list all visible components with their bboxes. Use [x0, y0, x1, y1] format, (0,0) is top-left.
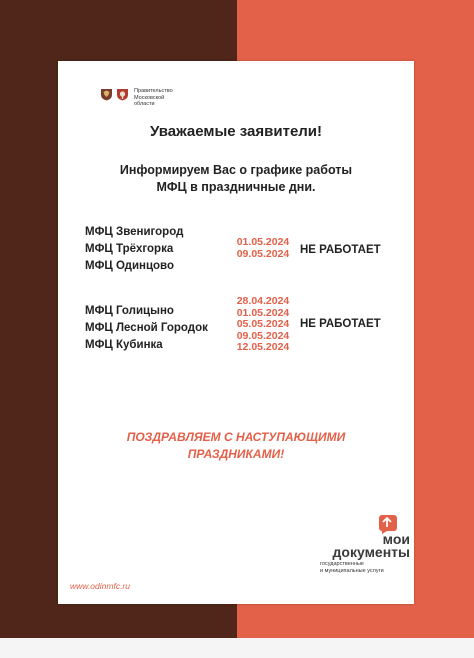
org-line: Московской [134, 94, 165, 101]
office-name: МФЦ Одинцово [85, 260, 175, 272]
group-1-status: НЕ РАБОТАЕТ [300, 244, 381, 256]
group-1-names [85, 224, 183, 275]
closed-date: 01.05.2024 [236, 236, 290, 248]
congrats-line: ПОЗДРАВЛЯЕМ С НАСТУПАЮЩИМИ [126, 430, 346, 444]
logo-subtitle [320, 561, 410, 574]
closed-date: 09.05.2024 [236, 247, 290, 260]
closed-date: 05.05.2024 [236, 318, 290, 330]
closed-date: 12.05.2024 [236, 341, 290, 353]
group-1-dates [230, 237, 296, 260]
bottom-margin [0, 638, 474, 658]
government-name [134, 88, 194, 108]
info-text [58, 162, 414, 196]
org-line: Правительство [134, 88, 173, 94]
office-name: МФЦ Голицыно [85, 305, 174, 317]
org-line: области [134, 101, 155, 108]
logo-word-moi: мои [382, 531, 410, 547]
info-line: МФЦ в праздничные дни. [156, 180, 316, 194]
group-2-names [85, 303, 208, 354]
office-name: МФЦ Звенигород [85, 226, 184, 238]
info-line: Информируем Вас о графике работы [119, 163, 353, 177]
congrats-line: ПРАЗДНИКАМИ! [187, 447, 285, 461]
closed-date: 09.05.2024 [236, 329, 290, 342]
announcement-sheet [58, 61, 414, 604]
congratulations-text [58, 429, 414, 463]
coat-of-arms-icon [100, 88, 113, 101]
logo-sub-line: государственные [320, 561, 364, 567]
group-2-status: НЕ РАБОТАЕТ [300, 318, 381, 330]
logo-sub-line: и муниципальные услуги [320, 567, 384, 574]
greeting-heading: Уважаемые заявители! [149, 123, 323, 140]
government-header [100, 88, 194, 108]
group-2-dates [230, 296, 296, 354]
region-emblem-icon [116, 88, 129, 101]
office-name: МФЦ Лесной Городок [85, 322, 208, 334]
closed-date: 28.04.2024 [236, 295, 290, 307]
office-name: МФЦ Кубинка [85, 339, 163, 351]
closed-date: 01.05.2024 [236, 306, 290, 319]
website-link[interactable]: www.odinmfc.ru [70, 581, 130, 591]
logo-word-dokumenty: документы [332, 544, 410, 560]
office-name: МФЦ Трёхгорка [85, 243, 174, 255]
